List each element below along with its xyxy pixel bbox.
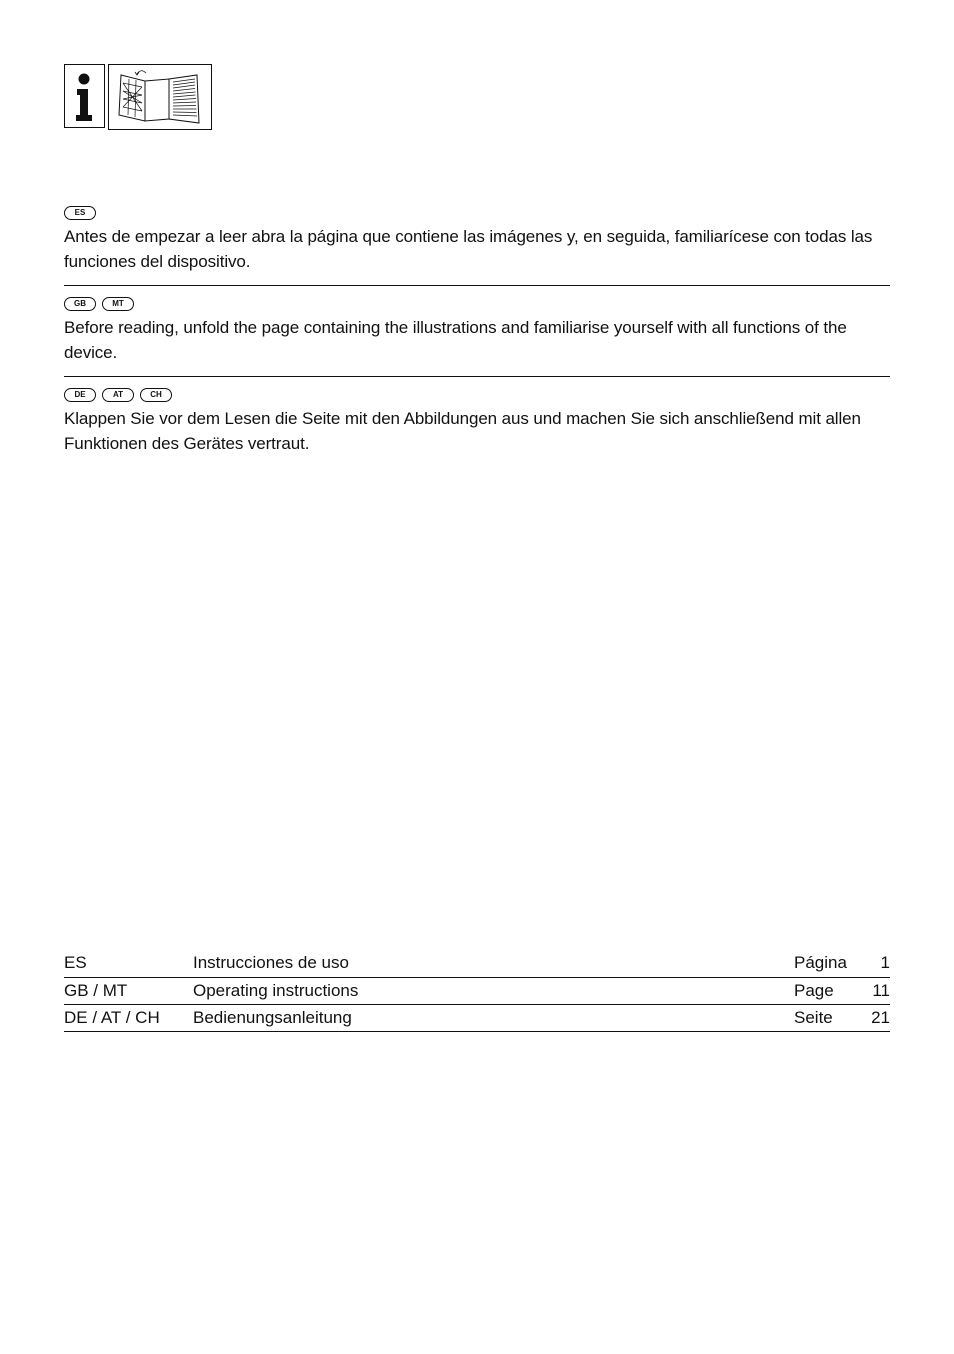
lang-badges <box>64 297 890 311</box>
toc-page-label: Seite <box>794 1004 864 1031</box>
toc-page-label: Página <box>794 950 864 977</box>
toc-language-code: GB / MT <box>64 977 193 1004</box>
toc-title: Operating instructions <box>193 977 794 1004</box>
lang-section-es <box>64 206 890 274</box>
toc-title: Instrucciones de uso <box>193 950 794 977</box>
information-i-icon <box>64 64 105 128</box>
lang-badges <box>64 388 890 402</box>
toc-page-number: 1 <box>864 950 890 977</box>
table-of-contents <box>64 950 890 1032</box>
section-divider <box>64 376 890 377</box>
toc-language-code: DE / AT / CH <box>64 1004 193 1031</box>
lang-badge: MT <box>102 297 134 311</box>
toc-row[interactable] <box>64 950 890 977</box>
lang-badge: CH <box>140 388 172 402</box>
toc-language-code: ES <box>64 950 193 977</box>
toc-page-label: Page <box>794 977 864 1004</box>
lang-intro-text: Klappen Sie vor dem Lesen die Seite mit den Abbildungen aus und machen Sie sich anschließend mit allen Funktionen des Gerätes vertraut. <box>64 409 861 453</box>
section-divider <box>64 285 890 286</box>
lang-badge: AT <box>102 388 134 402</box>
toc-title: Bedienungsanleitung <box>193 1004 794 1031</box>
lang-badge: GB <box>64 297 96 311</box>
lang-section-de-at-ch <box>64 388 890 456</box>
unfold-page-icon <box>108 64 212 130</box>
toc-row[interactable] <box>64 977 890 1004</box>
lang-badges <box>64 206 890 220</box>
toc-row[interactable] <box>64 1004 890 1031</box>
lang-badge: DE <box>64 388 96 402</box>
lang-intro-text: Antes de empezar a leer abra la página que contiene las imágenes y, en seguida, familiarícese con todas las funciones del dispositivo. <box>64 227 873 271</box>
toc-page-number: 21 <box>864 1004 890 1031</box>
lang-section-gb-mt <box>64 297 890 365</box>
lang-intro-text: Before reading, unfold the page containing the illustrations and familiarise yourself with all functions of the device. <box>64 318 847 362</box>
lang-badge: ES <box>64 206 96 220</box>
toc-page-number: 11 <box>864 977 890 1004</box>
